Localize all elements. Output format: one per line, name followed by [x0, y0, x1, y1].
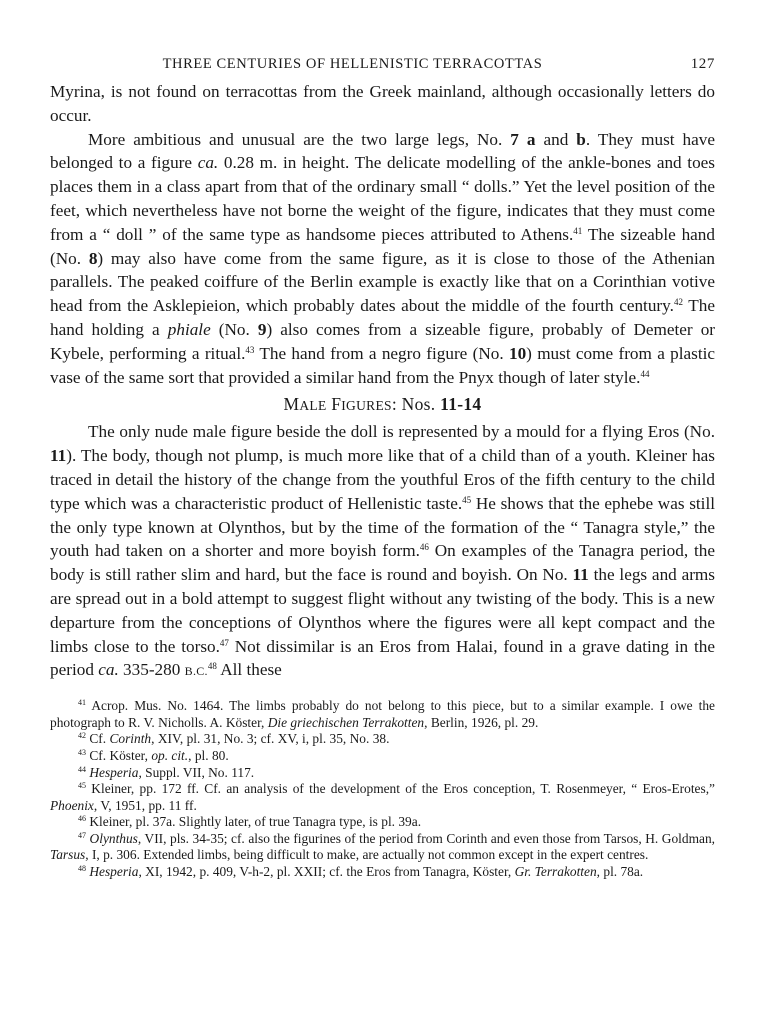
heading-numbers: 11-14 — [440, 394, 482, 415]
text-run: The only nude male figure beside the doll is represented by a mould for a flying Eros (No. — [88, 422, 715, 442]
page-number: 127 — [690, 56, 715, 72]
catalogue-number: 9 — [257, 319, 267, 339]
text-run: the legs and arms are spread out in a bold attempt to suggest flight without any twisting of the body. This is a new departure from the conceptions of Olynthos where the figures were all kept compact and the limbs close to the torso. — [50, 565, 715, 656]
text-run: The hand from a negro figure (No. — [254, 343, 509, 363]
footnote-number: 48 — [78, 864, 86, 874]
footnote-marker: 46 — [419, 542, 429, 553]
footnotes — [50, 698, 715, 881]
footnote-number: 45 — [78, 781, 86, 791]
italic-term: Tarsus — [50, 847, 86, 863]
italic-term: Hesperia — [89, 764, 139, 780]
text-run: He shows that the ephebe was still the only type known at Olynthos, but by the time of the formation of the “ Tanagra style,” the youth had taken on a shorter and more boyish form. — [50, 493, 715, 561]
catalogue-number: 11 — [50, 446, 67, 466]
text-run: Myrina, is not found on terracottas from the Greek mainland, although occasionally letters do occur. — [50, 82, 715, 125]
heading-part: ALE — [299, 398, 327, 414]
italic-term: Die griechischen Terrakotten — [267, 714, 425, 730]
running-title: THREE CENTURIES OF HELLENISTIC TERRACOTTAS — [162, 56, 543, 72]
text-run: , pl. 80. — [188, 747, 229, 763]
italic-term: Hesperia — [89, 864, 139, 880]
footnote-marker: 45 — [462, 494, 472, 505]
paragraph — [50, 420, 715, 684]
footnote-number: 47 — [78, 830, 86, 840]
footnote-marker: 43 — [245, 344, 255, 355]
text-run: , V, 1951, pp. 11 ff. — [93, 797, 197, 813]
italic-term: ca. — [98, 660, 119, 680]
footnote — [50, 765, 715, 782]
italic-term: ca. — [197, 153, 219, 173]
text-run: All these — [216, 660, 282, 680]
text-run: , Suppl. VII, No. 117. — [138, 764, 255, 780]
catalogue-number: b — [576, 129, 586, 149]
text-run: More ambitious and unusual are the two large legs, No. — [88, 129, 511, 149]
heading-part: : Nos. — [391, 394, 441, 415]
text-run: The hand holding a — [50, 296, 715, 339]
page — [50, 52, 715, 881]
italic-term: phiale — [167, 319, 211, 339]
text-run: The sizeable hand (No. — [50, 224, 715, 268]
section-heading — [50, 391, 715, 419]
text-run: ) must come from a plastic vase of the same sort that provided a similar hand from the Pnyx though of later style. — [50, 343, 715, 387]
footnote-number: 46 — [78, 814, 86, 824]
footnote-marker: 44 — [640, 368, 650, 379]
italic-term: Corinth — [109, 731, 152, 747]
catalogue-number: 11 — [572, 565, 589, 585]
text-run: Cf. — [89, 731, 110, 747]
footnote-number: 44 — [78, 764, 86, 774]
small-caps-term: B.C. — [184, 664, 208, 679]
text-run: Kleiner, pp. 172 ff. Cf. an analysis of the development of the Eros conception, T. Rosenmeyer, “ Eros-Erotes,” — [91, 781, 715, 797]
text-run: On examples of the Tanagra period, the body is still rather slim and hard, but the face is round and boyish. On No. — [50, 541, 715, 585]
paragraph — [50, 80, 715, 128]
text-run: . They must have belonged to a figure — [50, 129, 715, 173]
text-run: , XIV, pl. 31, No. 3; cf. XV, i, pl. 35, No. 38. — [151, 731, 390, 747]
footnote-marker: 41 — [573, 225, 583, 236]
italic-term: op. cit. — [151, 747, 189, 763]
text-run: Acrop. Mus. No. 1464. The limbs probably do not belong to this piece, but to a similar example. I owe the photograph to R. V. Nicholls. A. Köster, — [50, 698, 715, 730]
text-run: Kleiner, pl. 37a. Slightly later, of true Tanagra type, is pl. 39a. — [89, 814, 422, 830]
text-run: Cf. Köster, — [89, 747, 152, 763]
text-run: 0.28 m. in height. The delicate modelling of the ankle-bones and toes places them in a class apart from that of the ordinary small “ dolls.” Yet the level position of the feet, which nevertheless have not borne the weight of the figure, indicates that they must come from a “ doll ” of the same type as handsome pieces attributed to Athens. — [50, 153, 715, 244]
paragraph — [50, 128, 715, 390]
footnote — [50, 698, 715, 731]
footnote — [50, 831, 715, 864]
footnote-marker: 48 — [207, 661, 217, 672]
footnote-number: 41 — [78, 698, 86, 708]
footnote-number: 42 — [78, 731, 86, 741]
body-text — [50, 80, 715, 684]
text-run: ) also comes from a sizeable figure, probably of Demeter or Kybele, performing a ritual. — [50, 319, 716, 363]
heading-part: M — [283, 394, 300, 415]
catalogue-number: 7 a — [510, 129, 536, 149]
italic-term: Phoenix — [50, 797, 94, 813]
text-run: , Berlin, 1926, pl. 29. — [424, 714, 539, 730]
text-run: ). The body, though not plump, is much more like that of a child than of a youth. Kleiner has traced in detail the history of the change from the youthful Eros of the fifth century to the child type which was a characteristic product of Hellenistic taste. — [50, 446, 715, 513]
footnote — [50, 814, 715, 831]
catalogue-number: 8 — [88, 248, 98, 268]
heading-part: IGURES — [341, 398, 392, 414]
running-head — [50, 52, 715, 80]
text-run: , I, p. 306. Extended limbs, being difficult to make, are actually not common except in the expert centres. — [85, 847, 649, 863]
text-run: ) may also have come from the same figure, as it is close to those of the Athenian parallels. The peaked coiffure of the Berlin example is exactly like that on a Corinthian votive head from the Asklepieion, which probably dates about the middle of the fourth century. — [50, 248, 716, 316]
footnote-number: 43 — [78, 747, 86, 757]
footnote-marker: 42 — [673, 297, 683, 308]
text-run: , XI, 1942, p. 409, V-h-2, pl. XXII; cf. the Eros from Tanagra, Köster, — [138, 864, 515, 880]
text-run: Not dissimilar is an Eros from Halai, found in a grave dating in the period — [50, 636, 715, 680]
italic-term: Olynthus — [89, 830, 138, 846]
catalogue-number: 10 — [508, 343, 527, 363]
text-run: , VII, pls. 34-35; cf. also the figurines of the period from Corinth and even those from Tarsos, H. Goldman, — [137, 830, 715, 846]
footnote — [50, 731, 715, 748]
footnote — [50, 781, 715, 814]
footnote-marker: 47 — [219, 637, 229, 648]
text-run: , pl. 78a. — [596, 864, 644, 880]
text-run: 335-280 — [118, 660, 185, 680]
text-run: and — [535, 129, 577, 149]
footnote — [50, 864, 715, 881]
text-run: (No. — [210, 319, 258, 339]
italic-term: Gr. Terrakotten — [514, 864, 597, 880]
heading-part: F — [331, 394, 342, 415]
footnote — [50, 748, 715, 765]
